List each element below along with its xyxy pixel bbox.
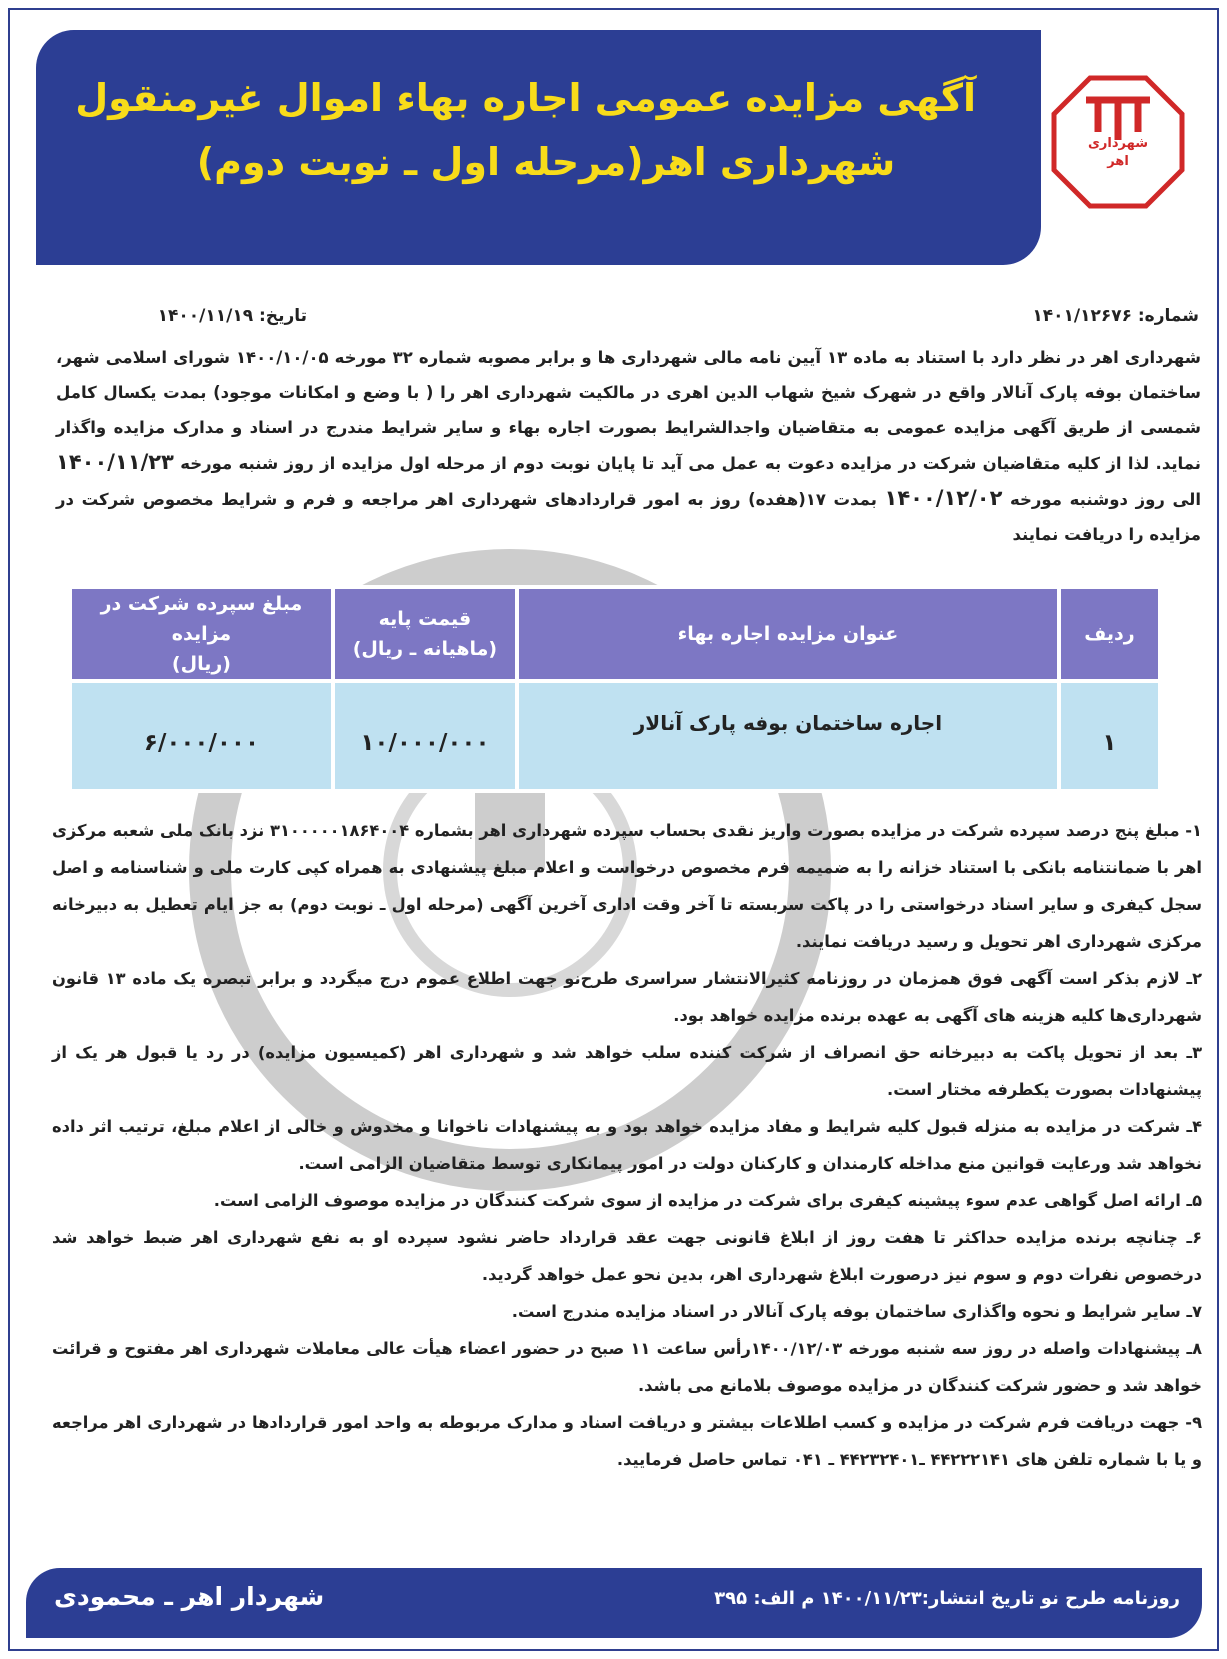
table-row	[70, 681, 1160, 791]
notice-number: شماره: ۱۴۰۱/۱۲۶۷۶	[1032, 306, 1199, 326]
term-item: ۶ـ چنانچه برنده مزایده حداکثر تا هفت روز از ابلاغ قانونی جهت عقد قرارداد حاضر نشود سپرده او به نفع شهرداری اهر ضبط خواهد شد درخصوص نفرات دوم و سوم نیز درصورت ابلاغ شهرداری اهر، بدین نحو عمل خواهد گردید.	[52, 1228, 1202, 1284]
term-item: ۱- مبلغ پنج درصد سپرده شرکت در مزایده بصورت واریز نقدی بحساب سپرده شهرداری اهر بشماره ۳۱۰۰۰۰۰۱۸۶۴۰۰۴ نزد بانک ملی شعبه مرکزی اهر با ضمانتنامه بانکی با استناد خزانه را به ضمیمه فرم مخصوص درخواست و اعلام مبلغ پیشنهادی به همراه کپی کارت ملی و شناسنامه و اصل سجل کیفری و سایر اسناد درخواستی را در پاکت سربسته تا آخر وقت اداری آخرین آگهی (مرحله اول ـ نوبت دوم) به جز ایام تعطیل به دبیرخانه مرکزی شهرداری اهر تحویل و رسید دریافت نمایند.	[52, 821, 1202, 951]
notice-footer	[26, 1568, 1202, 1638]
mayor-signature: شهردار اهر ـ محمودی	[54, 1582, 325, 1611]
logo-text-line-2: اهر	[1107, 154, 1129, 169]
intro-paragraph	[56, 340, 1201, 552]
term-item: ۵ـ ارائه اصل گواهی عدم سوء پیشینه کیفری برای شرکت در مزایده از سوی شرکت کنندگان در مزایده موصوف الزامی است.	[213, 1191, 1202, 1210]
end-date: ۱۴۰۰/۱۲/۰۲	[884, 486, 1003, 510]
intro-part-2: الی روز دوشنبه مورخه	[1010, 490, 1201, 509]
header-base-price-line-1: قیمت پایه	[378, 608, 472, 630]
term-item: ۲ـ لازم بذکر است آگهی فوق همزمان در روزنامه کثیرالانتشار سراسری طرح‌نو جهت اطلاع عموم درج میگردد و برابر تبصره یک ماده ۱۳ قانون شهرداری‌ها کلیه هزینه های آگهی به عهده برنده مزایده خواهد بود.	[52, 969, 1202, 1025]
term-item: ۳ـ بعد از تحویل پاکت به دبیرخانه حق انصراف از شرکت کننده سلب خواهد شد و شهرداری اهر (کمیسیون مزایده) در رد یا قبول هر یک از پیشنهادات بصورت یکطرفه مختار است.	[52, 1043, 1202, 1099]
intro-part-1: شهرداری اهر در نظر دارد با استناد به ماده ۱۳ آیین نامه مالی شهرداری ها و برابر مصوبه شماره ۳۲ مورخه ۱۴۰۰/۱۰/۰۵ شورای اسلامی شهر، ساختمان بوفه پارک آنالار واقع در شهرک شیخ شهاب الدین اهری در مالکیت شهرداری اهر را ( با وضع و امکانات موجود) بمدت یکسال کامل شمسی از طریق آگهی مزایده عمومی به متقاضیان واجدالشرایط بصورت اجاره بهاء و سایر شرایط مندرج در اسناد و مدارک مزایده واگذار نماید. لذا از کلیه متقاضیان شرکت در مزایده دعوت به عمل می آید تا پایان نوبت دوم از مرحله اول مزایده از روز شنبه مورخه	[56, 348, 1202, 473]
row-number: ۱	[1059, 681, 1160, 791]
start-date: ۱۴۰۰/۱۱/۲۳	[56, 450, 174, 474]
logo-caption	[1068, 135, 1168, 171]
term-item: ۴ـ شرکت در مزایده به منزله قبول کلیه شرایط و مفاد مزایده خواهد بود و به پیشنهادات ناخوانا و مخدوش و خالی از اعلام مبلغ، ترتیب اثر داده نخواهد شد ورعایت قوانین منع مداخله کارمندان و کارکنان دولت در امور پیمانکاری توسط متقاضیان الزامی است.	[52, 1117, 1202, 1173]
notice-header	[36, 30, 1041, 265]
header-row-number: ردیف	[1059, 587, 1160, 681]
header-deposit-line-1: مبلغ سپرده شرکت در مزایده	[100, 593, 303, 645]
logo-text-line-1: شهرداری	[1088, 136, 1148, 151]
auction-table	[68, 585, 1162, 793]
notice-date: تاریخ: ۱۴۰۰/۱۱/۱۹	[157, 306, 307, 326]
term-item: ۸ـ پیشنهادات واصله در روز سه شنبه مورخه ۱۴۰۰/۱۲/۰۳رأس ساعت ۱۱ صبح در حضور اعضاء هیأت عالی معاملات شهرداری اهر مفتوح و قرائت خواهد شد و حضور شرکت کنندگان در مزایده موصوف بلامانع می باشد.	[52, 1339, 1202, 1395]
term-item: ۹- جهت دریافت فرم شرکت در مزایده و کسب اطلاعات بیشتر و دریافت اسناد و مدارک مربوطه به واحد امور قراردادها در شهرداری اهر مراجعه و یا با شماره تلفن های ۴۴۲۲۲۱۴۱ ـ۴۴۲۳۲۴۰۱ ـ ۰۴۱ تماس حاصل فرمایید.	[52, 1413, 1202, 1469]
header-deposit-line-2: (ریال)	[171, 653, 231, 675]
table-header-row	[70, 587, 1160, 681]
header-base-price	[333, 587, 517, 681]
header-base-price-line-2: (ماهیانه ـ ریال)	[352, 638, 498, 660]
notice-title	[75, 66, 976, 194]
title-line-2: شهرداری اهر(مرحله اول ـ نوبت دوم)	[196, 140, 896, 184]
publication-info: روزنامه طرح نو تاریخ انتشار:۱۴۰۰/۱۱/۲۳ م الف: ۳۹۵	[714, 1588, 1180, 1609]
title-line-1: آگهی مزایده عمومی اجاره بهاء اموال غیرمنقول	[75, 76, 976, 120]
row-title: اجاره ساختمان بوفه پارک آنالار	[517, 681, 1059, 791]
row-base-price: ۱۰/۰۰۰/۰۰۰	[333, 681, 517, 791]
row-deposit: ۶/۰۰۰/۰۰۰	[70, 681, 333, 791]
header-title: عنوان مزایده اجاره بهاء	[517, 587, 1059, 681]
terms-list	[52, 812, 1202, 1478]
intro-part-3: بمدت ۱۷(هفده) روز به امور قراردادهای شهرداری اهر مراجعه و فرم و شرایط مخصوص شرکت در مزایده را دریافت نمایند	[56, 490, 1201, 544]
header-deposit	[70, 587, 333, 681]
term-item: ۷ـ سایر شرایط و نحوه واگذاری ساختمان بوفه پارک آنالار در اسناد مزایده مندرج است.	[511, 1302, 1202, 1321]
